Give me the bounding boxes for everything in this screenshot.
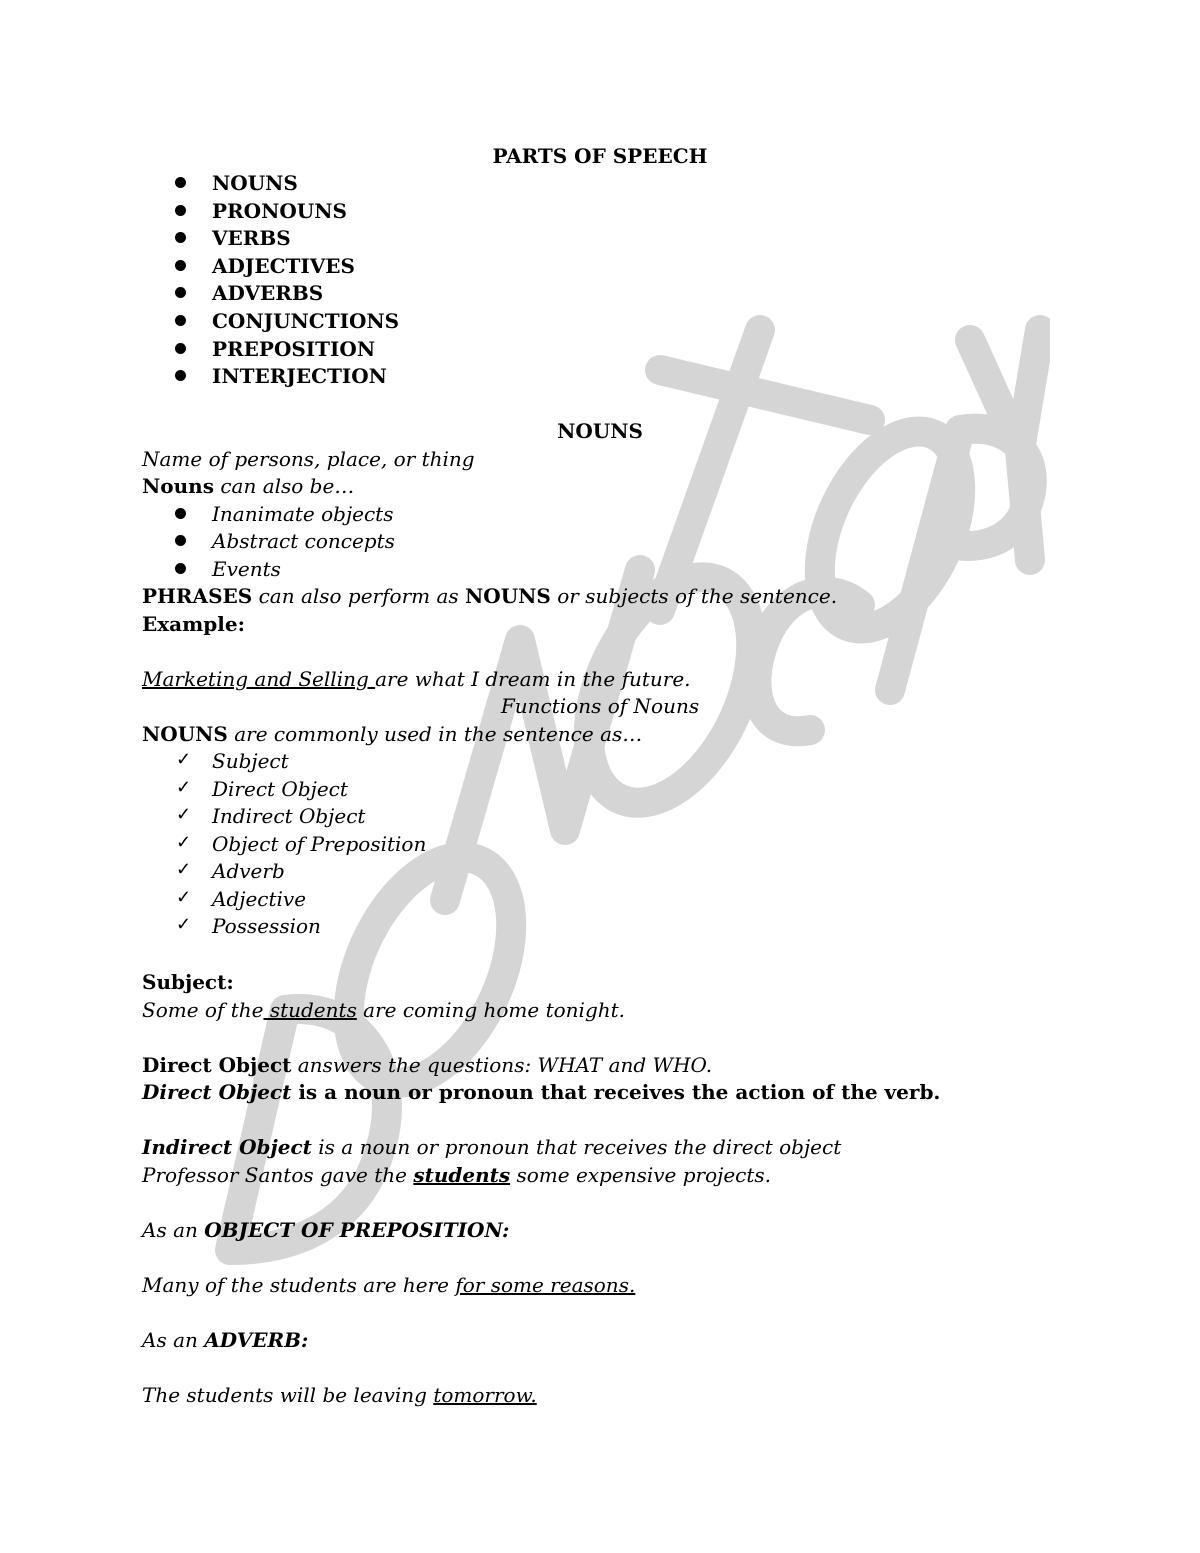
indirect-object-example bbox=[142, 1162, 771, 1188]
list-item: PRONOUNS bbox=[212, 199, 347, 223]
checkmark-icon: ✓ bbox=[176, 749, 192, 770]
bullet-icon bbox=[175, 287, 186, 298]
page-title: PARTS OF SPEECH bbox=[492, 144, 708, 168]
direct-object-text: answers the questions: WHAT and WHO. bbox=[291, 1053, 713, 1077]
adverb-term: ADVERB: bbox=[204, 1328, 309, 1352]
indirect-object-term: Indirect Object bbox=[142, 1135, 312, 1159]
direct-object-term: Direct Object bbox=[142, 1053, 292, 1077]
checkmark-icon: ✓ bbox=[176, 832, 192, 853]
nouns-also-bold: Nouns bbox=[142, 474, 214, 498]
indirect-example-start: Professor Santos gave the bbox=[142, 1163, 414, 1187]
nouns-also-italic: can also be… bbox=[213, 474, 355, 498]
checkmark-icon: ✓ bbox=[176, 777, 192, 798]
phrases-line bbox=[142, 583, 837, 609]
list-item: VERBS bbox=[212, 226, 291, 250]
functions-intro-italic: are commonly used in the sentence as… bbox=[227, 722, 643, 746]
example-underlined: Marketing and Selling bbox=[142, 667, 376, 691]
indirect-object-definition: is a noun or pronoun that receives the direct object bbox=[311, 1135, 842, 1159]
nouns-also-line bbox=[142, 473, 354, 499]
list-item: Adjective bbox=[212, 887, 307, 911]
list-item: CONJUNCTIONS bbox=[212, 309, 400, 333]
list-item: Subject bbox=[212, 749, 289, 773]
adverb-prefix: As an bbox=[142, 1328, 205, 1352]
indirect-example-end: some expensive projects. bbox=[510, 1163, 772, 1187]
bullet-icon bbox=[175, 177, 186, 188]
nouns-heading: NOUNS bbox=[557, 419, 643, 443]
direct-object-definition: is a noun or pronoun that receives the action of the verb. bbox=[291, 1080, 941, 1104]
direct-object-line-2 bbox=[142, 1079, 940, 1105]
bullet-icon bbox=[175, 232, 186, 243]
functions-intro-bold: NOUNS bbox=[142, 722, 228, 746]
list-item: PREPOSITION bbox=[212, 337, 376, 361]
bullet-icon bbox=[175, 260, 186, 271]
example-label: Example: bbox=[142, 612, 245, 636]
list-item: Inanimate objects bbox=[212, 502, 394, 526]
example-rest: are what I dream in the future. bbox=[375, 667, 691, 691]
subject-label: Subject: bbox=[142, 970, 234, 994]
object-of-preposition-sentence bbox=[142, 1272, 635, 1298]
object-prep-term: OBJECT OF PREPOSITION: bbox=[204, 1218, 510, 1242]
functions-intro bbox=[142, 721, 642, 747]
list-item: ADVERBS bbox=[212, 281, 324, 305]
object-prep-prefix: As an bbox=[142, 1218, 205, 1242]
bullet-icon bbox=[175, 343, 186, 354]
list-item: INTERJECTION bbox=[212, 364, 387, 388]
phrases-term: PHRASES bbox=[142, 584, 253, 608]
adverb-underlined: tomorrow. bbox=[433, 1383, 537, 1407]
functions-heading: Functions of Nouns bbox=[500, 694, 700, 718]
checkmark-icon: ✓ bbox=[176, 887, 192, 908]
nouns-term: NOUNS bbox=[465, 584, 551, 608]
indirect-example-emphasis: students bbox=[413, 1163, 511, 1187]
list-item: Adverb bbox=[212, 859, 285, 883]
checkmark-icon: ✓ bbox=[176, 859, 192, 880]
bullet-icon bbox=[175, 508, 186, 519]
list-item: Abstract concepts bbox=[212, 529, 395, 553]
adverb-label bbox=[142, 1327, 308, 1353]
list-item: ADJECTIVES bbox=[212, 254, 355, 278]
adverb-sentence-start: The students will be leaving bbox=[142, 1383, 434, 1407]
adverb-sentence bbox=[142, 1382, 537, 1408]
list-item: Possession bbox=[212, 914, 321, 938]
noun-definition: Name of persons, place, or thing bbox=[142, 447, 475, 471]
bullet-icon bbox=[175, 563, 186, 574]
checkmark-icon: ✓ bbox=[176, 804, 192, 825]
list-item: Object of Preposition bbox=[212, 832, 427, 856]
bullet-icon bbox=[175, 315, 186, 326]
phrases-text: can also perform as bbox=[252, 584, 465, 608]
subject-underlined: students bbox=[263, 998, 357, 1022]
subject-sentence-start: Some of the bbox=[142, 998, 264, 1022]
direct-object-line-1 bbox=[142, 1052, 712, 1078]
list-item: Direct Object bbox=[212, 777, 348, 801]
phrases-text-end: or subjects of the sentence. bbox=[550, 584, 838, 608]
list-item: NOUNS bbox=[212, 171, 298, 195]
indirect-object-line bbox=[142, 1134, 841, 1160]
example-sentence bbox=[142, 666, 691, 692]
list-item: Events bbox=[212, 557, 281, 581]
bullet-icon bbox=[175, 370, 186, 381]
object-prep-sentence-start: Many of the students are here bbox=[142, 1273, 456, 1297]
bullet-icon bbox=[175, 535, 186, 546]
subject-sentence-end: are coming home tonight. bbox=[356, 998, 626, 1022]
subject-sentence bbox=[142, 997, 625, 1023]
object-prep-underlined: for some reasons. bbox=[455, 1273, 636, 1297]
bullet-icon bbox=[175, 205, 186, 216]
list-item: Indirect Object bbox=[212, 804, 366, 828]
object-of-preposition-label bbox=[142, 1217, 509, 1243]
checkmark-icon: ✓ bbox=[176, 914, 192, 935]
direct-object-term-italic: Direct Object bbox=[142, 1080, 292, 1104]
